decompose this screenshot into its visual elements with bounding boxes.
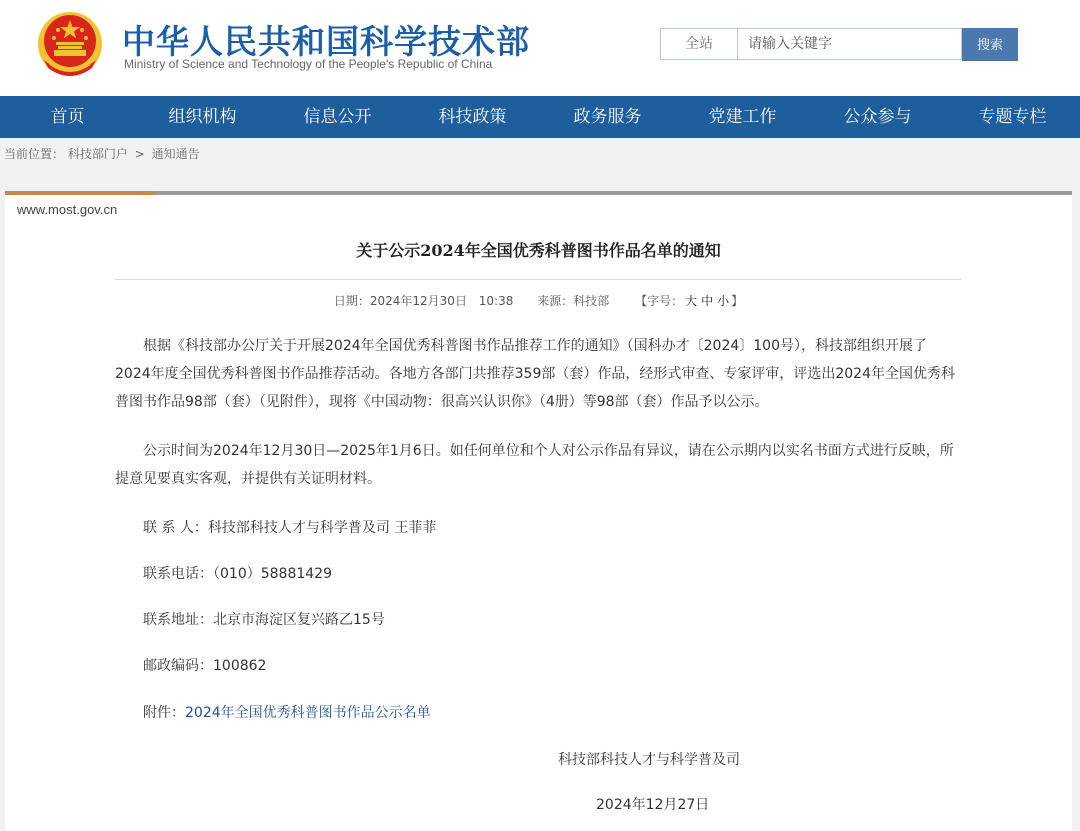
attachment-label: 附件： [143,705,185,721]
attachment [143,702,431,722]
attachment-link[interactable]: 2024年全国优秀科普图书作品公示名单 [185,705,431,721]
nav-item-information[interactable]: 信息公开 [303,107,372,127]
breadcrumb-link-home[interactable]: 科技部门户 [67,147,128,161]
meta-time: 10:38 [478,294,514,308]
search-button[interactable]: 搜索 [962,28,1018,61]
breadcrumb-separator: > [134,147,145,161]
breadcrumb [4,145,200,162]
article-paragraph: 根据《科技部办公厅关于开展2024年全国优秀科普图书作品推荐工作的通知》（国科办才〔2024〕100号），科技部组织开展了2024年度全国优秀科普图书作品推荐活动。各地方各部门共推荐359部（套）作品，经形式审查、专家评审，评选出2024年全国优秀科普图书作品98部（套）（见附件），现将《中国动物：很高兴认识你》（4册）等98部（套）作品予以公示。 [115,338,955,410]
article-paragraph: 公示时间为2024年12月30日—2025年1月6日。如任何单位和个人对公示作品有异议，请在公示期内以实名书面方式进行反映，所提意见要真实客观，并提供有关证明材料。 [115,443,954,487]
postal-code: 邮政编码：100862 [143,658,267,674]
nav-item-services[interactable]: 政务服务 [573,107,642,127]
nav-item-home[interactable]: 首页 [50,107,85,127]
article-card [5,191,1072,831]
article-title: 关于公示2024年全国优秀科普图书作品名单的通知 [356,241,721,260]
nav-item-party[interactable]: 党建工作 [708,107,777,127]
site-header [0,0,1080,96]
contact-address: 联系地址：北京市海淀区复兴路乙15号 [143,612,385,628]
date-value: 2024年12月30日 [369,294,467,308]
font-size-large-button[interactable]: 大 [685,294,698,308]
signature-org: 科技部科技人才与科学普及司 [558,752,740,768]
breadcrumb-link-notices[interactable]: 通知通告 [151,147,200,161]
source-value: 科技部 [573,294,610,308]
font-size-label: 【字号： [635,294,684,308]
font-size-control [635,294,743,308]
font-size-medium-button[interactable]: 中 [701,294,714,308]
date-label: 日期： [333,294,370,308]
nav-item-participation[interactable]: 公众参与 [843,107,912,127]
site-title[interactable]: 中华人民共和国科学技术部 [122,22,530,61]
nav-item-policy[interactable]: 科技政策 [438,107,507,127]
nav-item-organization[interactable]: 组织机构 [168,107,237,127]
search-scope-select[interactable] [660,28,738,60]
main-nav [0,96,1080,138]
nav-item-topics[interactable]: 专题专栏 [978,107,1047,127]
search-input[interactable] [738,28,962,60]
contact-phone: 联系电话：（010）58881429 [143,566,332,582]
national-emblem-icon[interactable] [36,8,104,80]
contact-person: 联 系 人：科技部科技人才与科学普及司 王菲菲 [143,520,437,536]
site-subtitle: Ministry of Science and Technology of the People's Republic of China [124,57,493,71]
card-accent-bar [5,191,155,195]
title-divider [115,279,961,280]
article-meta [5,292,1072,309]
site-url: www.most.gov.cn [17,202,118,217]
source-label: 来源： [537,294,574,308]
meta-date [334,294,467,308]
signature-date: 2024年12月27日 [596,797,710,813]
meta-source [537,294,609,308]
font-size-end: 】 [731,294,744,308]
font-size-small-button[interactable]: 小 [717,294,730,308]
search-scope-label: 全站 [685,36,713,52]
card-top-bar [155,191,1072,195]
breadcrumb-prefix: 当前位置： [4,147,65,161]
